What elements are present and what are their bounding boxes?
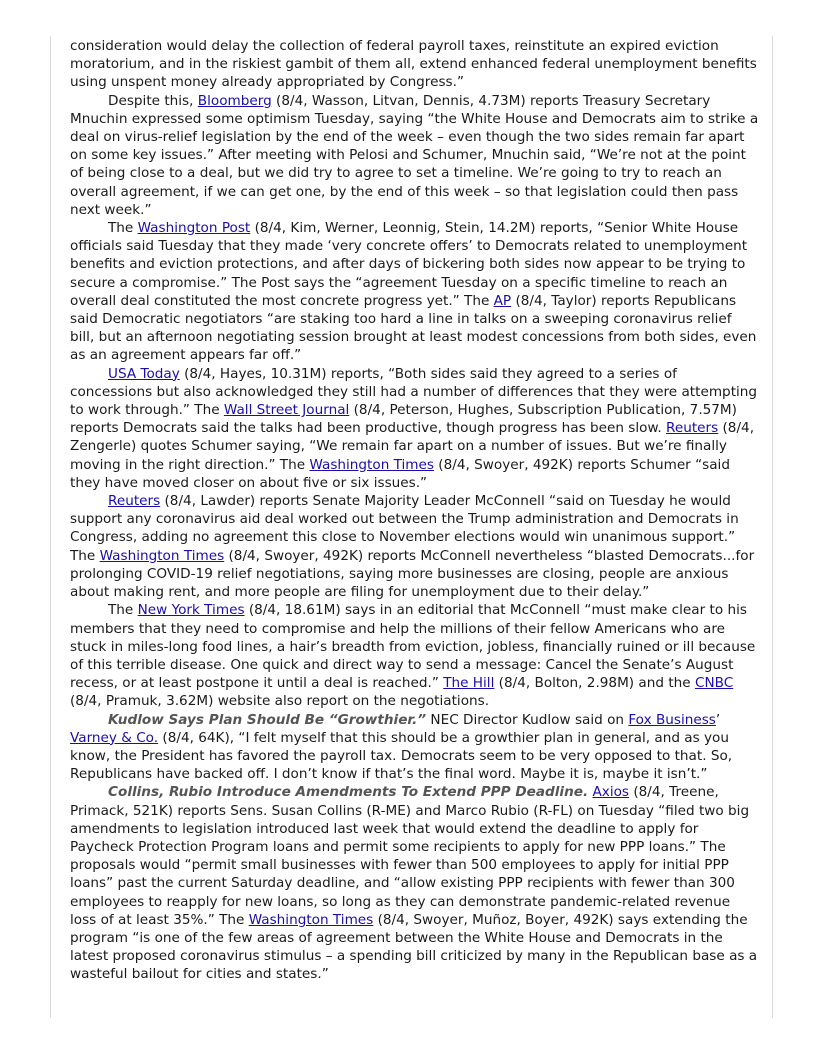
link-washington-times[interactable]: Washington Times	[99, 547, 225, 564]
paragraph-8: Collins, Rubio Introduce Amendments To Extend PPP Deadline. Axios (8/4, Treene, Primack, 521K) reports Sens. Susan Collins (R-ME) and Marco Rubio (R-FL) on Tuesday “filed two big amendments to legislation introduced last week that would extend the deadline to apply for Paycheck Protection Program loans and permit some recipients to apply for new PPP loans.” The proposals would “permit small businesses with fewer than 500 employees to apply for initial PPP loans” past the current Saturday deadline, and “allow existing PPP recipients with fewer than 300 employees to reapply for new loans, so long as they can demonstrate pandemic-related revenue loss of at least 35%.” The Washington Times (8/4, Swoyer, Muñoz, Boyer, 492K) says extending the program “is one of the few areas of agreement between the White House and Democrats in the latest proposed coronavirus stimulus – a spending bill criticized by many in the Republican base as a wasteful bailout for cities and states.”	[70, 784, 758, 983]
section-headline: Kudlow Says Plan Should Be “Growthier.”	[108, 711, 427, 728]
link-usa-today[interactable]: USA Today	[108, 365, 180, 382]
link-varney-co[interactable]: Varney & Co.	[70, 729, 159, 746]
link-new-york-times[interactable]: New York Times	[137, 602, 245, 619]
link-washington-times[interactable]: Washington Times	[248, 911, 374, 928]
paragraph-3: The Washington Post (8/4, Kim, Werner, Leonnig, Stein, 14.2M) reports, “Senior White House officials said Tuesday that they made ‘very concrete offers’ to Democrats related to unemployment benefits and eviction protections, and after days of bickering both sides now appear to be trying to secure a compromise.” The Post says the “agreement Tuesday on a specific timeline to reach an overall deal constituted the most concrete progress yet.” The AP (8/4, Taylor) reports Republicans said Democratic negotiators “are staking too hard a line in talks on a sweeping coronavirus relief bill, but an afternoon negotiating session brought at least modest concessions from both sides, even as an agreement appears far off.”	[70, 220, 757, 364]
section-headline: Collins, Rubio Introduce Amendments To Extend PPP Deadline.	[108, 784, 589, 801]
link-fox-business[interactable]: Fox Business	[628, 711, 716, 728]
link-wall-street-journal[interactable]: Wall Street Journal	[223, 402, 350, 419]
link-axios[interactable]: Axios	[592, 784, 629, 801]
paragraph-6: The New York Times (8/4, 18.61M) says in an editorial that McConnell “must make clear to his members that they need to compromise and help the millions of their fellow Americans who are stuck in miles-long food lines, a hair’s breadth from eviction, jobless, financially ruined or ill because of this terrible disease. One quick and direct way to send a message: Cancel the Senate’s August recess, or at least postpone it until a deal is reached.” The Hill (8/4, Bolton, 2.98M) and the CNBC (8/4, Pramuk, 3.62M) website also report on the negotiations.	[70, 602, 756, 710]
link-the-hill[interactable]: The Hill	[443, 675, 495, 692]
link-reuters[interactable]: Reuters	[666, 420, 719, 437]
link-washington-times[interactable]: Washington Times	[309, 456, 434, 473]
paragraph-2: Despite this, Bloomberg (8/4, Wasson, Litvan, Dennis, 4.73M) reports Treasury Secretary Mnuchin expressed some optimism Tuesday, saying “the White House and Democrats aim to strike a deal on virus-relief legislation by the end of the week – even though the two sides remain far apart on some key issues.” After meeting with Pelosi and Schumer, Mnuchin said, “We’re not at the point of being close to a deal, but we did try to agree to set a timeline. We’re going to try to reach an overall agreement, if we can get one, by the end of this week – so that legislation could then pass next week.”	[70, 92, 759, 218]
paragraph-4: USA Today (8/4, Hayes, 10.31M) reports, “Both sides said they agreed to a series of concessions but also acknowledged they still had a number of differences that they were attempting to work through.” The Wall Street Journal (8/4, Peterson, Hughes, Subscription Publication, 7.57M) reports Democrats said the talks had been productive, though progress has been slow. Reuters (8/4, Zengerle) quotes Schumer saying, “We remain far apart on a number of issues. But we’re finally moving in the right direction.” The Washington Times (8/4, Swoyer, 492K) reports Schumer “said they have moved closer on about five or six issues.”	[70, 365, 758, 491]
right-margin-rule	[772, 36, 773, 1018]
link-washington-post[interactable]: Washington Post	[137, 220, 251, 237]
left-margin-rule	[50, 36, 51, 1018]
link-reuters[interactable]: Reuters	[108, 493, 161, 510]
article-body	[70, 37, 760, 984]
paragraph-7: Kudlow Says Plan Should Be “Growthier.” NEC Director Kudlow said on Fox Business’ Varney & Co. (8/4, 64K), “I felt myself that this should be a growthier plan in general, and as you know, the President has favored the payroll tax. Democrats seem to be very opposed to that. So, Republicans have backed off. I don’t know if that’s the final word. Maybe it is, maybe it isn’t.”	[70, 711, 733, 783]
paragraph-1	[70, 37, 760, 92]
paragraph-text: consideration would delay the collection of federal payroll taxes, reinstitute an expired eviction moratorium, and in the riskiest gambit of them all, extend enhanced federal unemployment benefits using unspent money already appropriated by Congress.”	[70, 38, 757, 91]
paragraph-5: Reuters (8/4, Lawder) reports Senate Majority Leader McConnell “said on Tuesday he would support any coronavirus aid deal worked out between the Trump administration and Democrats in Congress, adding no agreement this close to November elections would win unanimous support.” The Washington Times (8/4, Swoyer, 492K) reports McConnell nevertheless “blasted Democrats...for prolonging COVID-19 relief negotiations, saying more businesses are closing, people are anxious about making rent, and more people are filing for unemployment due to their delay.”	[70, 493, 755, 601]
link-ap[interactable]: AP	[493, 292, 512, 309]
link-cnbc[interactable]: CNBC	[694, 675, 734, 692]
link-bloomberg[interactable]: Bloomberg	[197, 92, 272, 109]
